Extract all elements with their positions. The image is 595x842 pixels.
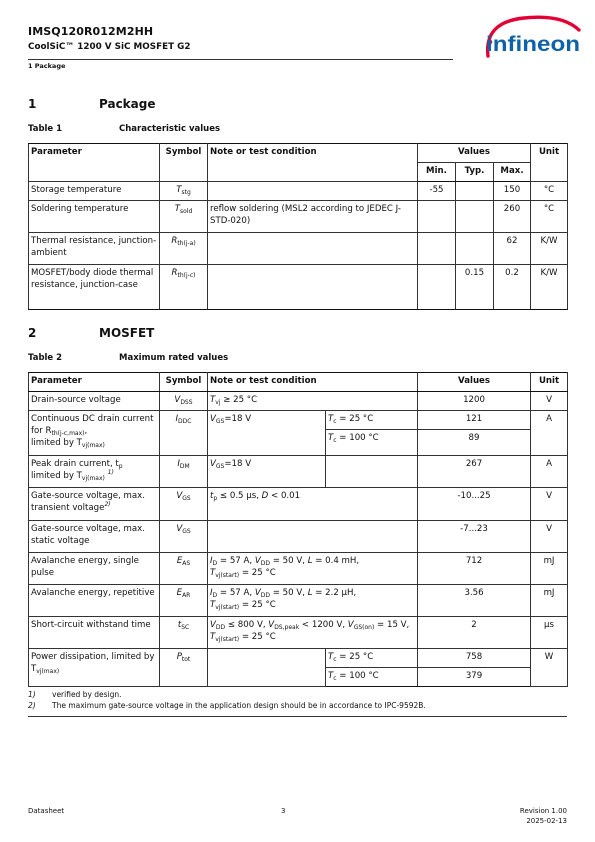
unit-cell: °C (531, 201, 568, 233)
note-cell: $T_c = 25$ °C (326, 649, 418, 668)
value-cell: 3.56 (418, 585, 531, 617)
table-row (29, 201, 568, 233)
unit-cell: W (531, 649, 568, 687)
page-number: 3 (281, 807, 286, 815)
note-cell (326, 456, 418, 488)
param-cell: Avalanche energy, single pulse (29, 553, 160, 585)
maximum-rated-values-table (28, 372, 568, 687)
note-cell: $V_{DD} \le 800$ V, $V_{DS,peak} < 1200$ V, $V_{GS(on)} = 15$ V, $T_{vj(start)} = 25$ °C (208, 617, 418, 649)
unit-cell: °C (531, 182, 568, 201)
section-title: MOSFET (99, 326, 155, 340)
note-cell: $V_{GS}=18$ V (208, 411, 326, 456)
part-number: IMSQ120R012M2HH (28, 25, 154, 38)
table-row (29, 182, 568, 201)
unit-cell: V (531, 392, 568, 411)
symbol-cell: $R_{th(j-c)}$ (160, 265, 208, 310)
symbol-cell: $t_{SC}$ (160, 617, 208, 649)
unit-cell: K/W (531, 233, 568, 265)
value-cell: 121 (418, 411, 531, 430)
col-header-min: Min. (418, 163, 456, 182)
param-cell: Continuous DC drain current for $R_{th(j-c,max)}$, limited by $T_{vj(max)}$ (29, 411, 160, 456)
value-cell: 267 (418, 456, 531, 488)
note-cell: $T_c = 100$ °C (326, 668, 418, 687)
header-section-label: 1 Package (28, 62, 66, 70)
value-cell: 758 (418, 649, 531, 668)
table-label: Table 2 (28, 353, 63, 363)
max-cell: 62 (494, 233, 531, 265)
value-cell: 1200 (418, 392, 531, 411)
table-row (29, 411, 568, 430)
col-header-unit: Unit (531, 144, 568, 182)
symbol-cell: $P_{tot}$ (160, 649, 208, 687)
typ-cell (456, 201, 494, 233)
max-cell: 150 (494, 182, 531, 201)
note-cell (208, 233, 418, 265)
note-cell (208, 182, 418, 201)
note-cell (208, 649, 326, 687)
table-row (29, 585, 568, 617)
col-header-unit: Unit (531, 373, 568, 392)
col-header-note: Note or test condition (208, 144, 418, 182)
unit-cell: mJ (531, 553, 568, 585)
param-cell: Drain-source voltage (29, 392, 160, 411)
symbol-cell: $E_{AS}$ (160, 553, 208, 585)
max-cell: 260 (494, 201, 531, 233)
symbol-cell: $T_{stg}$ (160, 182, 208, 201)
unit-cell: K/W (531, 265, 568, 310)
product-subtitle: CoolSiC™ 1200 V SiC MOSFET G2 (28, 42, 191, 52)
value-cell: 379 (418, 668, 531, 687)
note-cell: $I_D = 57$ A, $V_{DD} = 50$ V, L = 2.2 µH, $T_{vj(start)} = 25$ °C (208, 585, 418, 617)
min-cell (418, 265, 456, 310)
note-cell (208, 521, 418, 553)
unit-cell: A (531, 456, 568, 488)
symbol-cell: $E_{AR}$ (160, 585, 208, 617)
col-header-note: Note or test condition (208, 373, 418, 392)
table-label: Table 1 (28, 124, 63, 134)
typ-cell: 0.15 (456, 265, 494, 310)
symbol-cell: $R_{th(j-a)}$ (160, 233, 208, 265)
footer-revision: Revision 1.00 (519, 807, 567, 815)
param-cell: MOSFET/body diode thermal resistance, junction-case (29, 265, 160, 310)
infineon-logo (478, 12, 584, 60)
table-row (29, 233, 568, 265)
note-cell: reflow soldering (MSL2 according to JEDEC J-STD-020) (208, 201, 418, 233)
table-row (29, 553, 568, 585)
param-cell: Soldering temperature (29, 201, 160, 233)
param-cell: Gate-source voltage, max. static voltage (29, 521, 160, 553)
logo-wordmark: infineon (486, 33, 580, 56)
symbol-cell: $V_{GS}$ (160, 488, 208, 521)
table-caption: Maximum rated values (119, 353, 229, 363)
table-row (29, 456, 568, 488)
symbol-cell: $V_{DSS}$ (160, 392, 208, 411)
symbol-cell: $T_{sold}$ (160, 201, 208, 233)
symbol-cell: $V_{GS}$ (160, 521, 208, 553)
table-row (29, 265, 568, 310)
symbol-cell: $I_{DDC}$ (160, 411, 208, 456)
section-number: 2 (28, 326, 37, 340)
col-header-values: Values (418, 373, 531, 392)
value-cell: 2 (418, 617, 531, 649)
unit-cell: A (531, 411, 568, 456)
table-row (29, 488, 568, 521)
param-cell: Short-circuit withstand time (29, 617, 160, 649)
param-cell: Gate-source voltage, max. transient voltage$^{2)}$ (29, 488, 160, 521)
footer-date: 2025-02-13 (526, 817, 567, 825)
param-cell: Power dissipation, limited by $T_{vj(max)}$ (29, 649, 160, 687)
col-header-values: Values (418, 144, 531, 163)
unit-cell: V (531, 488, 568, 521)
typ-cell (456, 233, 494, 265)
param-cell: Peak drain current, $t_p$ limited by $T_{vj(max)}$ $^{1)}$ (29, 456, 160, 488)
col-header-parameter: Parameter (29, 373, 160, 392)
col-header-parameter: Parameter (29, 144, 160, 182)
col-header-max: Max. (494, 163, 531, 182)
min-cell: -55 (418, 182, 456, 201)
note-cell: $t_p \le 0.5$ µs, D < 0.01 (208, 488, 418, 521)
section-title: Package (99, 97, 156, 111)
param-cell: Thermal resistance, junction-ambient (29, 233, 160, 265)
col-header-typ: Typ. (456, 163, 494, 182)
table-caption: Characteristic values (119, 124, 221, 134)
note-cell (208, 265, 418, 310)
note-cell: $V_{GS}=18$ V (208, 456, 326, 488)
max-cell: 0.2 (494, 265, 531, 310)
col-header-symbol: Symbol (160, 373, 208, 392)
value-cell: 89 (418, 430, 531, 456)
header-divider (28, 59, 453, 60)
value-cell: 712 (418, 553, 531, 585)
typ-cell (456, 182, 494, 201)
table-row (29, 392, 568, 411)
param-cell: Storage temperature (29, 182, 160, 201)
note-cell: $T_c = 25$ °C (326, 411, 418, 430)
note-cell: $T_c = 100$ °C (326, 430, 418, 456)
note-cell: $I_D = 57$ A, $V_{DD} = 50$ V, L = 0.4 mH, $T_{vj(start)} = 25$ °C (208, 553, 418, 585)
min-cell (418, 233, 456, 265)
table-row (29, 617, 568, 649)
min-cell (418, 201, 456, 233)
unit-cell: mJ (531, 585, 568, 617)
table-row (29, 521, 568, 553)
table-row (29, 649, 568, 668)
note-cell: $T_{vj} \ge 25$ °C (208, 392, 418, 411)
col-header-symbol: Symbol (160, 144, 208, 182)
param-cell: Avalanche energy, repetitive (29, 585, 160, 617)
section-number: 1 (28, 97, 37, 111)
value-cell: -7...23 (418, 521, 531, 553)
value-cell: -10...25 (418, 488, 531, 521)
unit-cell: V (531, 521, 568, 553)
characteristic-values-table (28, 143, 568, 310)
footnote-divider (28, 716, 567, 717)
footer-doc-type: Datasheet (28, 807, 65, 815)
symbol-cell: $I_{DM}$ (160, 456, 208, 488)
unit-cell: µs (531, 617, 568, 649)
